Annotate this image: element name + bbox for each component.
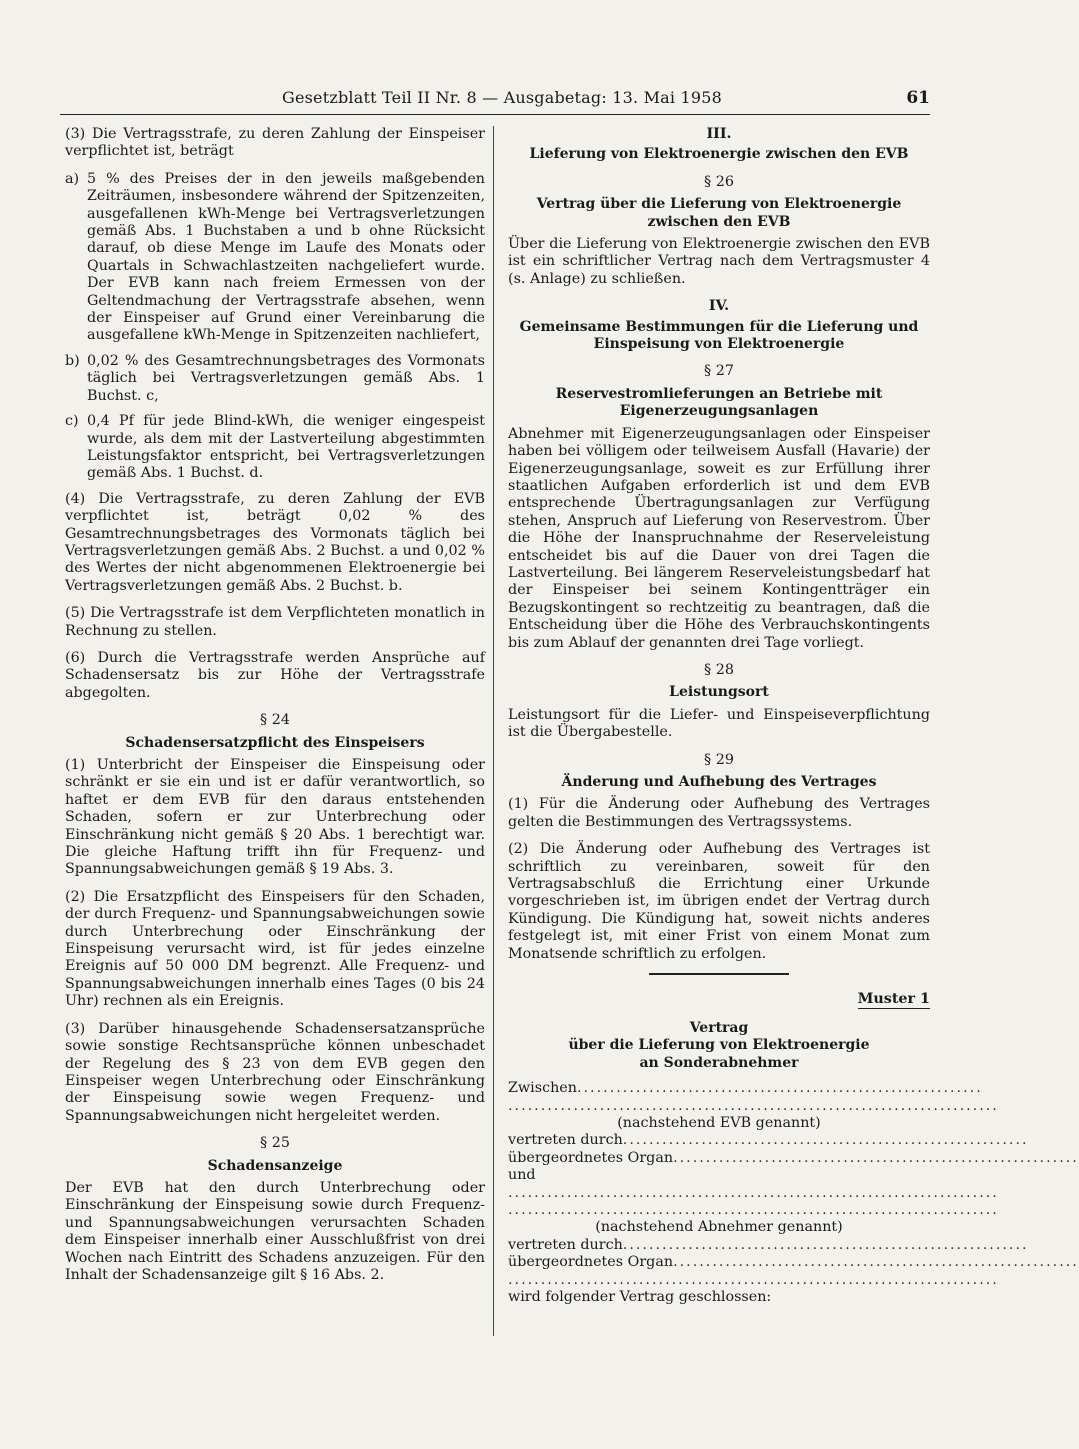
section-27-number: § 27 — [704, 363, 734, 380]
contract-subtitle-2: an Sonderabnehmer — [639, 1054, 799, 1071]
page-number: 61 — [906, 88, 930, 108]
paragraph-23-5: (5) Die Vertragsstrafe ist dem Verpflichteten monatlich in Rechnung zu stellen. — [65, 605, 485, 639]
column-divider — [493, 126, 494, 1336]
form-line-vertreten: vertreten durch .............................................................. — [508, 1132, 1029, 1149]
right-column — [508, 126, 1079, 1306]
section-24-title: Schadensersatzpflicht des Einspeisers — [125, 734, 425, 751]
form-closing: wird folgender Vertrag geschlossen: — [508, 1288, 772, 1305]
paragraph-25: Der EVB hat den durch Unterbrechung oder Einschränkung der Einspeisung sowie durch Frequenz- und Spannungsabweichungen verursachten Schaden dem Einspeiser innerhalb einer Ausschlußfrist von drei Wochen nach Eintritt des Schadens anzuzeigen. Für den Inhalt der Schadensanzeige gilt § 16 Abs. 2. — [65, 1179, 485, 1283]
form-line-blank: ........................................................................... — [508, 1184, 999, 1201]
muster-label: Muster 1 — [857, 990, 930, 1007]
paragraph-24-2: (2) Die Ersatzpflicht des Einspeisers für den Schaden, der durch Frequenz- und Spannungsabweichungen sowie durch Unterbrechung oder Einschränkung der Einspeisung verursacht wird, ist für jedes einzelne Ereignis auf 50 000 DM begrenzt. Alle Frequenz- und Spannungsabweichungen innerhalb eines Tages (0 bis 24 Uhr) rechnen als ein Ereignis. — [65, 888, 485, 1010]
form-line-blank: ........................................................................... — [508, 1201, 999, 1218]
contract-title: Vertrag — [689, 1019, 749, 1036]
form-line-blank: ........................................................................... — [508, 1097, 999, 1114]
page-header — [60, 86, 930, 115]
form-line-organ: übergeordnetes Organ .............................................................. — [508, 1254, 1079, 1271]
form-line-blank: ........................................................................... — [508, 1271, 999, 1288]
paragraph-23-4: (4) Die Vertragsstrafe, zu deren Zahlung der EVB verpflichtet ist, beträgt 0,02 % des Gesamtrechnungsbetrages des Vormonats täglich bei Vertragsverletzungen gemäß Abs. 2 Buchst. a und 0,02 % des Wertes der nicht abgenommenen Elektroenergie bei Vertragsverletzungen gemäß Abs. 2 Buchst. b. — [65, 490, 485, 594]
section-26-title: Vertrag über die Lieferung von Elektroenergie zwischen den EVB — [536, 196, 902, 230]
list-item-text: 0,02 % des Gesamtrechnungsbetrages des Vormonats täglich bei Vertragsverletzungen gemäß Abs. 1 Buchst. c, — [87, 352, 485, 404]
list-item — [65, 413, 485, 483]
list-item — [65, 353, 485, 405]
paragraph-29-2: (2) Die Änderung oder Aufhebung des Vertrages ist schriftlich zu vereinbaren, soweit für den Vertragsabschluß die Errichtung einer Urkunde vorgeschrieben ist, im übrigen endet der Vertrag durch Kündigung. Die Kündigung hat, soweit nichts anderes festgelegt ist, mit einer Frist von einem Monat zum Monatsende schriftlich zu erfolgen. — [508, 841, 930, 962]
list-item-label: a) — [65, 170, 80, 187]
section-26-number: § 26 — [704, 173, 734, 190]
form-line-zwischen: Zwischen .............................................................. — [508, 1080, 983, 1097]
section-29-number: § 29 — [704, 751, 734, 768]
section-divider — [649, 973, 789, 975]
form-abnehmer-note: (nachstehend Abnehmer genannt) — [595, 1219, 843, 1236]
paragraph-28: Leistungsort für die Liefer- und Einspeiseverpflichtung ist die Übergabestelle. — [508, 706, 930, 741]
paragraph-26: Über die Lieferung von Elektroenergie zwischen den EVB ist ein schriftlicher Vertrag nach dem Vertragsmuster 4 (s. Anlage) zu schließen. — [508, 236, 930, 287]
part-4-number: IV. — [708, 298, 730, 315]
form-line-organ: übergeordnetes Organ .............................................................. — [508, 1149, 1079, 1166]
section-27-title: Reservestromlieferungen an Betriebe mit Eigenerzeugungsanlagen — [555, 385, 883, 420]
header-title: Gesetzblatt Teil II Nr. 8 — Ausgabetag: 13. Mai 1958 — [282, 88, 723, 107]
paragraph-23-3-intro: (3) Die Vertragsstrafe, zu deren Zahlung der Einspeiser verpflichtet ist, beträgt — [65, 126, 485, 160]
form-evb-note: (nachstehend EVB genannt) — [617, 1114, 821, 1131]
contract-form — [508, 1080, 1079, 1306]
list-item-label: c) — [65, 413, 79, 430]
part-3-title: Lieferung von Elektroenergie zwischen den EVB — [529, 146, 909, 163]
paragraph-23-6: (6) Durch die Vertragsstrafe werden Ansprüche auf Schadensersatz bis zur Höhe der Vertragsstrafe abgegolten. — [65, 649, 485, 701]
section-29-title: Änderung und Aufhebung des Vertrages — [561, 774, 877, 790]
paragraph-24-3: (3) Darüber hinausgehende Schadensersatzansprüche sowie sonstige Rechtsansprüche können unbeschadet der Regelung des § 23 von dem EVB gegen den Einspeiser wegen Unterbrechung oder Einschränkung der Einspeisung sowie wegen Frequenz- und Spannungsabweichungen nicht hergeleitet werden. — [65, 1020, 485, 1124]
form-line-und: und — [508, 1167, 536, 1184]
section-24-number: § 24 — [260, 712, 290, 729]
paragraph-27: Abnehmer mit Eigenerzeugungsanlagen oder Einspeiser haben bei völligem oder teilweisem Ausfall (Havarie) der Eigenerzeugungsanlage, soweit es zur Erfüllung ihrer staatlichen Aufgaben erforderlich ist und dem EVB entsprechende Übertragungsanlagen zur Verfügung stehen, Anspruch auf Lieferung von Reservestrom. Über die Höhe der Inanspruchnahme der Reserveleistung entscheidet bis auf die Dauer von drei Tagen die Lastverteilung. Bei längerem Reserveleistungsbedarf hat der Einspeiser bei seinem Kontingentträger ein Bezugskontingent so rechtzeitig zu beantragen, daß die Entscheidung über die Höhe des Verbrauchskontingents bis zum Ablauf der genannten drei Tage vorliegt. — [508, 425, 930, 651]
list-item-label: b) — [65, 352, 80, 369]
paragraph-24-1: (1) Unterbricht der Einspeiser die Einspeisung oder schränkt er sie ein und ist er dafür verantwortlich, so haftet er dem EVB für den daraus entstehenden Schaden, sofern er zur Unterbrechung oder Einschränkung nicht gemäß § 20 Abs. 1 berechtigt war. Die gleiche Haftung trifft ihn für Frequenz- und Spannungsabweichungen gemäß § 19 Abs. 3. — [65, 757, 485, 878]
section-25-number: § 25 — [260, 1135, 290, 1152]
list-item-text: 5 % des Preises der in den jeweils maßgebenden Zeiträumen, insbesondere während der Spitzenzeiten, ausgefallenen kWh-Menge bei Vertragsverletzungen gemäß Abs. 1 Buchstaben a und b ohne Rücksicht darauf, ob diese Menge im Laufe des Monats oder Quartals in Schwachlastzeiten nachgeliefert wurde. Der EVB kann nach freiem Ermessen von der Geltendmachung der Vertragsstrafe absehen, wenn der Einspeiser auf Grund einer Vereinbarung die ausgefallene kWh-Menge in Spitzenzeiten nachliefert, — [87, 170, 485, 344]
contract-subtitle: über die Lieferung von Elektroenergie — [568, 1037, 870, 1054]
paragraph-29-1: (1) Für die Änderung oder Aufhebung des Vertrages gelten die Bestimmungen des Vertragssystems. — [508, 796, 930, 830]
section-28-title: Leistungsort — [669, 684, 769, 701]
section-28-number: § 28 — [704, 661, 734, 678]
list-item-text: 0,4 Pf für jede Blind-kWh, die weniger eingespeist wurde, als dem mit der Lastverteilung abgestimmten Leistungsfaktor entspricht, bei Vertragsverletzungen gemäß Abs. 1 Buchst. d. — [87, 413, 485, 482]
form-line-vertreten: vertreten durch .............................................................. — [508, 1236, 1029, 1253]
list-item — [65, 171, 485, 345]
section-25-title: Schadensanzeige — [207, 1157, 343, 1174]
left-column — [65, 126, 485, 1294]
part-3-number: III. — [706, 126, 732, 142]
part-4-title: Gemeinsame Bestimmungen für die Lieferung und Einspeisung von Elektroenergie — [519, 318, 919, 353]
